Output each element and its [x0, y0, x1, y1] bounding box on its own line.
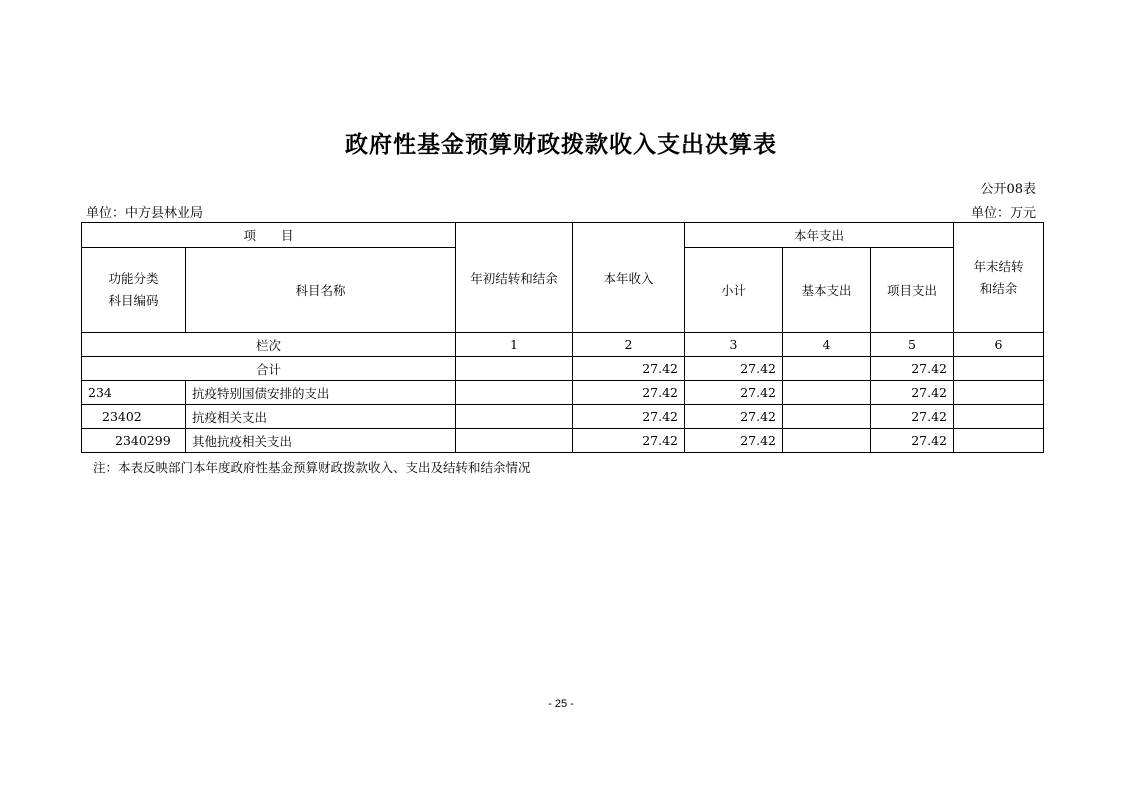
column-index-4: 4	[783, 333, 871, 357]
total-closing	[954, 357, 1044, 381]
row-opening-balance	[456, 381, 573, 405]
header-current-income: 本年收入	[573, 223, 685, 333]
column-index-6: 6	[954, 333, 1044, 357]
column-index-label: 栏次	[82, 333, 456, 357]
currency-unit: 单位：万元	[970, 206, 1036, 221]
header-opening-balance: 年初结转和结余	[456, 223, 573, 333]
page-title: 政府性基金预算财政拨款收入支出决算表	[345, 131, 777, 158]
page-number: - 25 -	[548, 698, 574, 710]
column-index-3: 3	[685, 333, 783, 357]
header-subtotal: 小计	[685, 248, 783, 333]
column-index-2: 2	[573, 333, 685, 357]
row-current-income: 27.42	[573, 381, 685, 405]
row-subtotal: 27.42	[685, 405, 783, 429]
row-current-income: 27.42	[573, 429, 685, 453]
table-row	[82, 381, 1044, 405]
row-basic-expense	[783, 381, 871, 405]
row-subject-name: 其他抗疫相关支出	[186, 429, 456, 453]
row-project-expense: 27.42	[871, 405, 954, 429]
header-closing-line2: 和结余	[979, 280, 1018, 296]
row-project-expense: 27.42	[871, 381, 954, 405]
header-closing-balance	[954, 223, 1044, 333]
row-basic-expense	[783, 429, 871, 453]
row-opening-balance	[456, 405, 573, 429]
row-subject-name: 抗疫特别国债安排的支出	[186, 381, 456, 405]
total-label: 合计	[82, 357, 456, 381]
header-project-expense: 项目支出	[871, 248, 954, 333]
table-note: 注：本表反映部门本年度政府性基金预算财政拨款收入、支出及结转和结余情况	[93, 460, 531, 475]
header-function-code-line1: 功能分类	[108, 271, 159, 286]
row-project-expense: 27.42	[871, 429, 954, 453]
row-current-income: 27.42	[573, 405, 685, 429]
total-subtotal: 27.42	[685, 357, 783, 381]
total-current-income: 27.42	[573, 357, 685, 381]
header-function-code-line2: 科目编码	[108, 293, 159, 308]
row-subtotal: 27.42	[685, 429, 783, 453]
row-closing	[954, 405, 1044, 429]
row-subject-name: 抗疫相关支出	[186, 405, 456, 429]
row-basic-expense	[783, 405, 871, 429]
column-index-5: 5	[871, 333, 954, 357]
organization-unit: 单位：中方县林业局	[86, 206, 204, 221]
header-item: 项 目	[82, 223, 456, 248]
total-opening-balance	[456, 357, 573, 381]
row-code: 23402	[82, 405, 186, 429]
row-code: 2340299	[82, 429, 186, 453]
table-row	[82, 405, 1044, 429]
row-closing	[954, 429, 1044, 453]
row-opening-balance	[456, 429, 573, 453]
header-function-code	[82, 248, 186, 333]
header-closing-line1: 年末结转	[973, 258, 1024, 274]
header-current-expense: 本年支出	[685, 223, 954, 248]
header-basic-expense: 基本支出	[783, 248, 871, 333]
total-project-expense: 27.42	[871, 357, 954, 381]
budget-table	[81, 222, 1044, 453]
row-code: 234	[82, 381, 186, 405]
row-subtotal: 27.42	[685, 381, 783, 405]
row-closing	[954, 381, 1044, 405]
table-row	[82, 429, 1044, 453]
header-subject-name: 科目名称	[186, 248, 456, 333]
column-index-1: 1	[456, 333, 573, 357]
total-basic-expense	[783, 357, 871, 381]
form-number: 公开08表	[980, 182, 1036, 197]
total-row	[82, 357, 1044, 381]
